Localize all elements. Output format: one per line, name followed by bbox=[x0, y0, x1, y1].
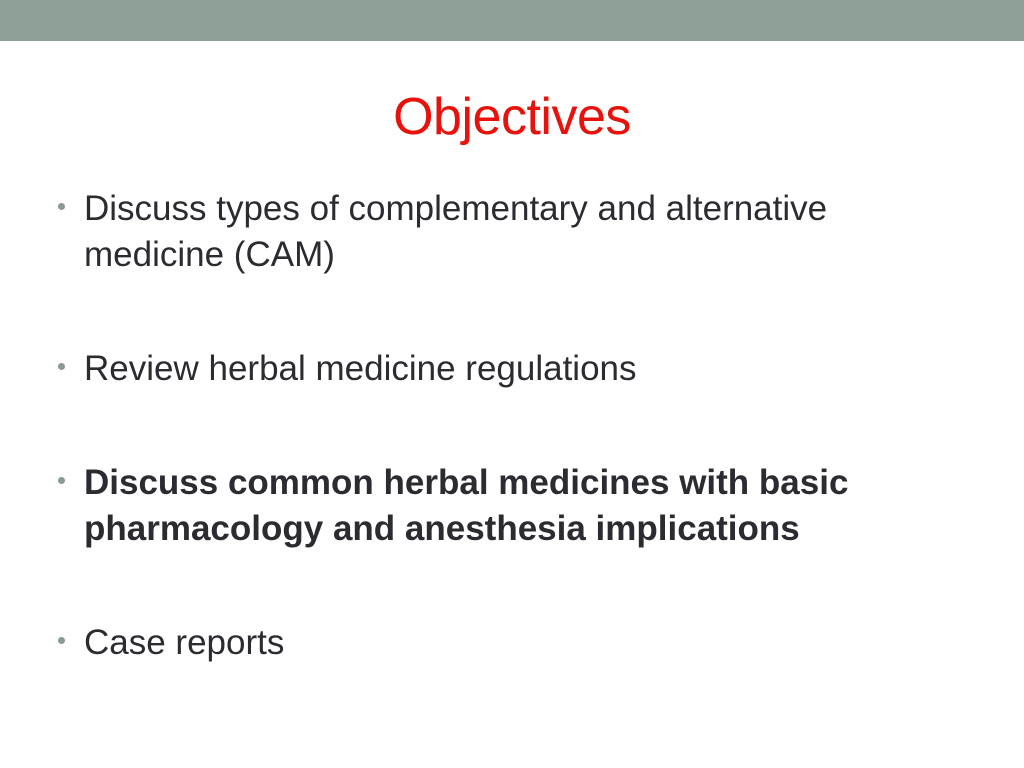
bullet-item-regulations bbox=[58, 346, 958, 392]
bullet-item-cam-types bbox=[58, 186, 958, 278]
bullet-dot-icon bbox=[58, 637, 65, 644]
bullet-text: Case reports bbox=[84, 623, 285, 662]
bullet-text: Review herbal medicine regulations bbox=[84, 349, 637, 388]
bullet-text: Discuss common herbal medicines with basic pharmacology and anesthesia implications bbox=[84, 463, 849, 548]
bullet-text: Discuss types of complementary and alternative medicine (CAM) bbox=[84, 189, 828, 274]
bullet-dot-icon bbox=[58, 477, 65, 484]
bullet-dot-icon bbox=[58, 363, 65, 370]
bullet-dot-icon bbox=[58, 203, 65, 210]
slide-title: Objectives bbox=[393, 88, 631, 146]
objectives-bullet-list bbox=[58, 186, 958, 666]
bullet-item-case-reports bbox=[58, 620, 958, 666]
bullet-item-herbal-medicines bbox=[58, 460, 958, 552]
top-accent-band bbox=[0, 0, 1024, 41]
